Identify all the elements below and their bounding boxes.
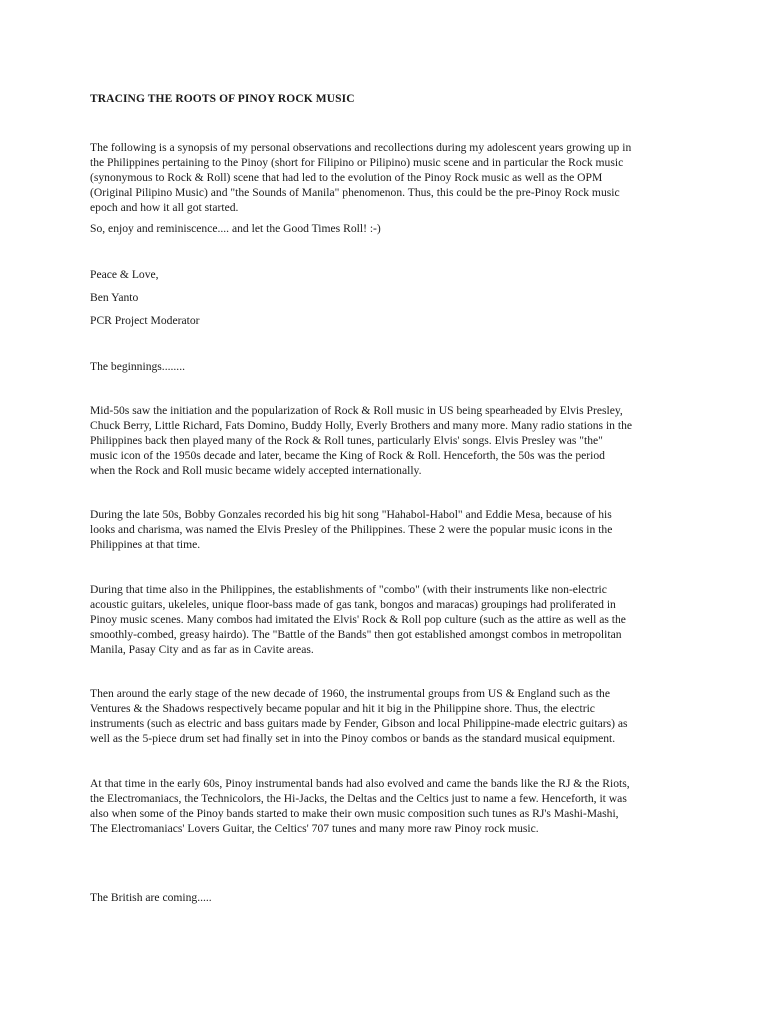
text-line: also when some of the Pinoy bands started to make their own music composition such tunes as RJ's Mashi-Mashi,: [90, 807, 619, 820]
text-line: Philippines at that time.: [90, 538, 201, 551]
document-title: TRACING THE ROOTS OF PINOY ROCK MUSIC: [90, 93, 355, 105]
text-line: (Original Pilipino Music) and "the Sounds of Manila" phenomenon. Thus, this could be the pre-Pinoy Rock music: [90, 186, 620, 199]
text-line: Chuck Berry, Little Richard, Fats Domino, Buddy Holly, Everly Brothers and many more. Many radio stations in the: [90, 419, 633, 432]
text-line: Pinoy music scenes. Many combos had imitated the Elvis' Rock & Roll pop culture (such as the attire as well as the: [90, 613, 626, 626]
text-line: Ventures & the Shadows respectively became popular and hit it big in the Philippine shore. Thus, the electric: [90, 702, 595, 715]
text-line: Then around the early stage of the new decade of 1960, the instrumental groups from US & England such as the: [90, 687, 610, 700]
text-line: the Electromaniacs, the Technicolors, the Hi-Jacks, the Deltas and the Celtics just to name a few. Henceforth, it was: [90, 792, 627, 805]
author-role: PCR Project Moderator: [90, 314, 200, 327]
paragraph-combo: [90, 582, 710, 657]
section-heading-british: The British are coming.....: [90, 891, 212, 904]
enjoy-line: So, enjoy and reminiscence.... and let the Good Times Roll! :-): [90, 222, 381, 235]
section-heading-beginnings: The beginnings........: [90, 360, 185, 373]
text-line: well as the 5-piece drum set had finally set in into the Pinoy combos or bands as the standard musical equipment.: [90, 732, 616, 745]
text-line: acoustic guitars, ukeleles, unique floor-bass made of gas tank, bongos and maracas) groupings had proliferated in: [90, 598, 616, 611]
text-line: when the Rock and Roll music became widely accepted internationally.: [90, 464, 422, 477]
text-line: At that time in the early 60s, Pinoy instrumental bands had also evolved and came the bands like the RJ & the Riots,: [90, 777, 630, 790]
text-line: During the late 50s, Bobby Gonzales recorded his big hit song "Hahabol-Habol" and Eddie Mesa, because of his: [90, 508, 612, 521]
text-line: The Electromaniacs' Lovers Guitar, the Celtics' 707 tunes and many more raw Pinoy rock music.: [90, 822, 539, 835]
text-line: music icon of the 1950s decade and later, became the King of Rock & Roll. Henceforth, the 50s was the period: [90, 449, 605, 462]
paragraph-1960: [90, 686, 710, 746]
intro-paragraph: [90, 140, 710, 215]
paragraph-late-50s: [90, 507, 710, 552]
text-line: Manila, Pasay City and as far as in Cavite areas.: [90, 643, 314, 656]
text-line: (synonymous to Rock & Roll) scene that had led to the evolution of the Pinoy Rock music as well as the OPM: [90, 171, 603, 184]
text-line: Mid-50s saw the initiation and the popularization of Rock & Roll music in US being spearheaded by Elvis Presley,: [90, 404, 623, 417]
text-line: epoch and how it all got started.: [90, 201, 239, 214]
author-name: Ben Yanto: [90, 291, 139, 304]
paragraph-early-60s: [90, 776, 710, 836]
text-line: instruments (such as electric and bass guitars made by Fender, Gibson and local Philippine-made electric guitars) as: [90, 717, 628, 730]
text-line: the Philippines pertaining to the Pinoy (short for Filipino or Pilipino) music scene and in particular the Rock music: [90, 156, 624, 169]
paragraph-mid-50s: [90, 403, 710, 478]
signoff-line: Peace & Love,: [90, 268, 159, 281]
text-line: smoothly-combed, greasy hairdo). The "Battle of the Bands" then got established amongst combos in metropolitan: [90, 628, 622, 641]
text-line: The following is a synopsis of my personal observations and recollections during my adolescent years growing up in: [90, 141, 632, 154]
text-line: looks and charisma, was named the Elvis Presley of the Philippines. These 2 were the popular music icons in the: [90, 523, 613, 536]
text-line: Philippines back then played many of the Rock & Roll tunes, particularly Elvis' songs. Elvis Presley was "the": [90, 434, 603, 447]
text-line: During that time also in the Philippines, the establishments of "combo" (with their instruments like non-electric: [90, 583, 607, 596]
